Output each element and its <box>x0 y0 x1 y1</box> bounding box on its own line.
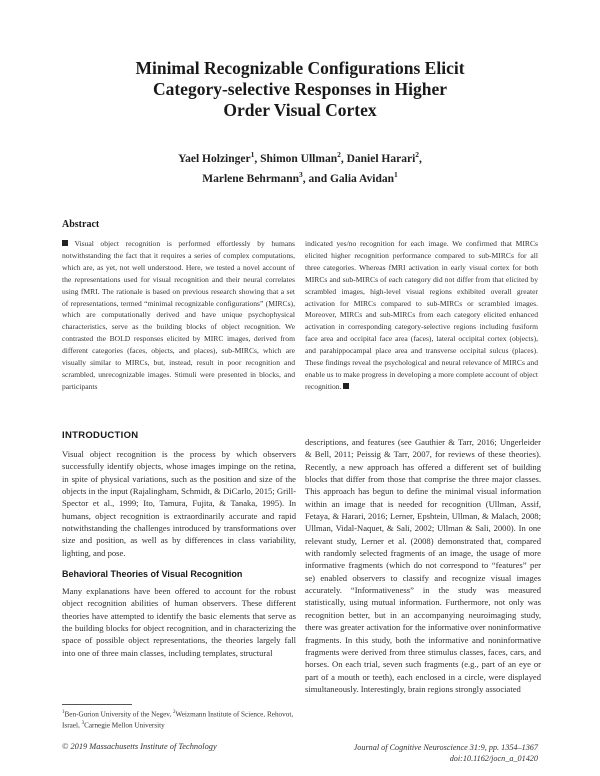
footnote-mark: 3 <box>81 721 85 727</box>
affiliation-2: Weizmann Institute of Science, Rehovot, Israel, <box>62 710 294 730</box>
abstract-text-right: indicated yes/no recognition for each image. We confirmed that MIRCs elicited higher recognition performance compared to sub-MIRCs for all three categories. Whereas fMRI activation in early visual cortex for both MIRCs and sub-MIRCs of each category did not differ from that elicited by scrambled images, high-level visual regions exhibited overall greater activation for MIRCs compared to sub-MIRCs or scrambled images. Moreover, MIRCs and sub-MIRCs from each category elicited enhanced activation in corresponding category-selective regions including fusiform face area and occipital face area (faces), lateral occipital cortex (objects), and parahippocampal place area and transverse occipital sulcus (places). These findings reveal the psychological and neural relevance of MIRCs and enable us to make progress in developing a more complete account of object recognition. <box>305 239 538 391</box>
affiliation-3: Carnegie Mellon University <box>84 721 165 730</box>
author-name: Marlene Behrmann <box>202 172 300 185</box>
author-name: Daniel Harari <box>346 152 416 165</box>
title-line-1: Minimal Recognizable Configurations Elicit <box>135 58 465 78</box>
affiliation-1: Ben-Gurion University of the Negev, <box>64 710 174 719</box>
author-affiliation-mark: 2 <box>337 150 341 159</box>
abstract-right-column <box>305 238 538 393</box>
abstract-text-left: Visual object recognition is performed effortlessly by humans notwithstanding the fact that it requires a series of complex computations, which are, as yet, not well understood. Here, we tested a novel account of the representations used for visual recognition and their neural correlates using fMRI. The rationale is based on previous research showing that a set of representations, termed “minimal recognizable configurations” (MIRCs), which are computationally derived and have unique psychophysical characteristics, serve as the building blocks of object recognition. We contrasted the BOLD responses elicited by MIRC images, derived from different categories (faces, objects, and places), sub-MIRCs, which are visually similar to MIRCs, but, instead, result in poor recognition and scrambled, unrecognizable images. Stimuli were presented in blocks, and participants <box>62 239 295 391</box>
behavioral-theories-paragraph: Many explanations have been offered to account for the robust object recognition abilities of human observers. These different theories have attempted to identify the basic elements that serve as the building blocks for object recognition, and in characterizing the space of possible object representations, the theories largely fall into one of three main classes, including templates, structural <box>62 586 296 658</box>
footnote-mark: 2 <box>173 710 176 715</box>
author-affiliation-mark: 1 <box>250 150 255 159</box>
author-line-2: Marlene Behrmann$^3$, and Galia Avidan$^1$ <box>202 169 398 185</box>
affiliation-footnote <box>62 708 296 731</box>
introduction-paragraph: Visual object recognition is the process by which observers successfully identify objects, whose images impinge on the retina, in spite of physical variations, such as the position and size of the objects in the input (Rajalingham, Schmidt, & DiCarlo, 2015; Grill-Spector et al., 1999; Ito, Tamura, Fujita, & Tanaka, 1995). In humans, object recognition is extraordinarily accurate and rapid notwithstanding the challenges introduced by transformations over size and position, as well as by differences in class variability, lighting, and pose. <box>62 449 296 558</box>
introduction-heading: INTRODUCTION <box>62 430 139 441</box>
title-line-2: Category-selective Responses in Higher <box>152 79 448 99</box>
footnote-divider <box>62 704 132 705</box>
author-affiliation-mark: 3 <box>299 169 303 179</box>
footnote-mark: 1 <box>62 710 65 715</box>
author-name: Shimon Ullman <box>260 152 338 165</box>
author-name: Galia Avidan <box>329 172 394 185</box>
author-line-1: Yael Holzinger$^1$, Shimon Ullman$^2$, Daniel Harari$^2$, <box>178 150 422 165</box>
author-affiliation-mark: 2 <box>415 150 420 159</box>
journal-citation <box>354 742 538 764</box>
doi: doi:10.1162/jocn_a_01420 <box>449 754 538 763</box>
copyright-notice: © 2019 Massachusetts Institute of Technology <box>62 742 217 751</box>
journal-reference: Journal of Cognitive Neuroscience 31:9, pp. 1354–1367 <box>353 743 538 752</box>
article-title <box>80 58 520 121</box>
behavioral-theories-heading: Behavioral Theories of Visual Recognition <box>62 569 243 579</box>
abstract-heading: Abstract <box>62 219 100 230</box>
title-line-3: Order Visual Cortex <box>223 100 377 120</box>
author-list <box>90 147 510 187</box>
author-name: Yael Holzinger <box>178 152 251 165</box>
end-square-icon <box>343 383 349 389</box>
right-column-paragraph: descriptions, and features (see Gauthier & Tarr, 2016; Ungerleider & Bell, 2011; Peissig & Tarr, 2007, for reviews of these theories). Recently, a new approach has offered a different set of building blocks that differ from those that comprise the three major classes. This approach has begun to define the minimal visual information within an image that is needed for recognition (Ullman, Assif, Fetaya, & Harari, 2016; Lerner, Epshtein, Ullman, & Malach, 2008; Ullman, Vidal-Naquet, & Sali, 2002; Ullman & Sali, 2000). In one relevant study, Lerner et al. (2008) demonstrated that, compared with randomly selected fragments of an image, the usage of more informative fragments (which do not correspond to “features” per se) enabled observers to classify and recognize visual images accurately. “Informativeness” in the study was measured statistically, using mutual information. Furthermore, not only was recognition better, but in an accompanying neuroimaging study, there was greater activation for the informative over noninformative fragments. In this study, both the informative and noninformative fragments were derived from three stimulus classes, faces, cars, and horses. On each trial, seven such fragments (e.g., part of an eye or part of a mouth or teeth), each enclosed in a circle, were displayed simultaneously. Interestingly, brain regions strongly associated <box>305 437 541 694</box>
author-affiliation-mark: 1 <box>393 169 398 179</box>
abstract-left-column <box>62 238 295 393</box>
square-bullet-icon <box>62 240 68 246</box>
